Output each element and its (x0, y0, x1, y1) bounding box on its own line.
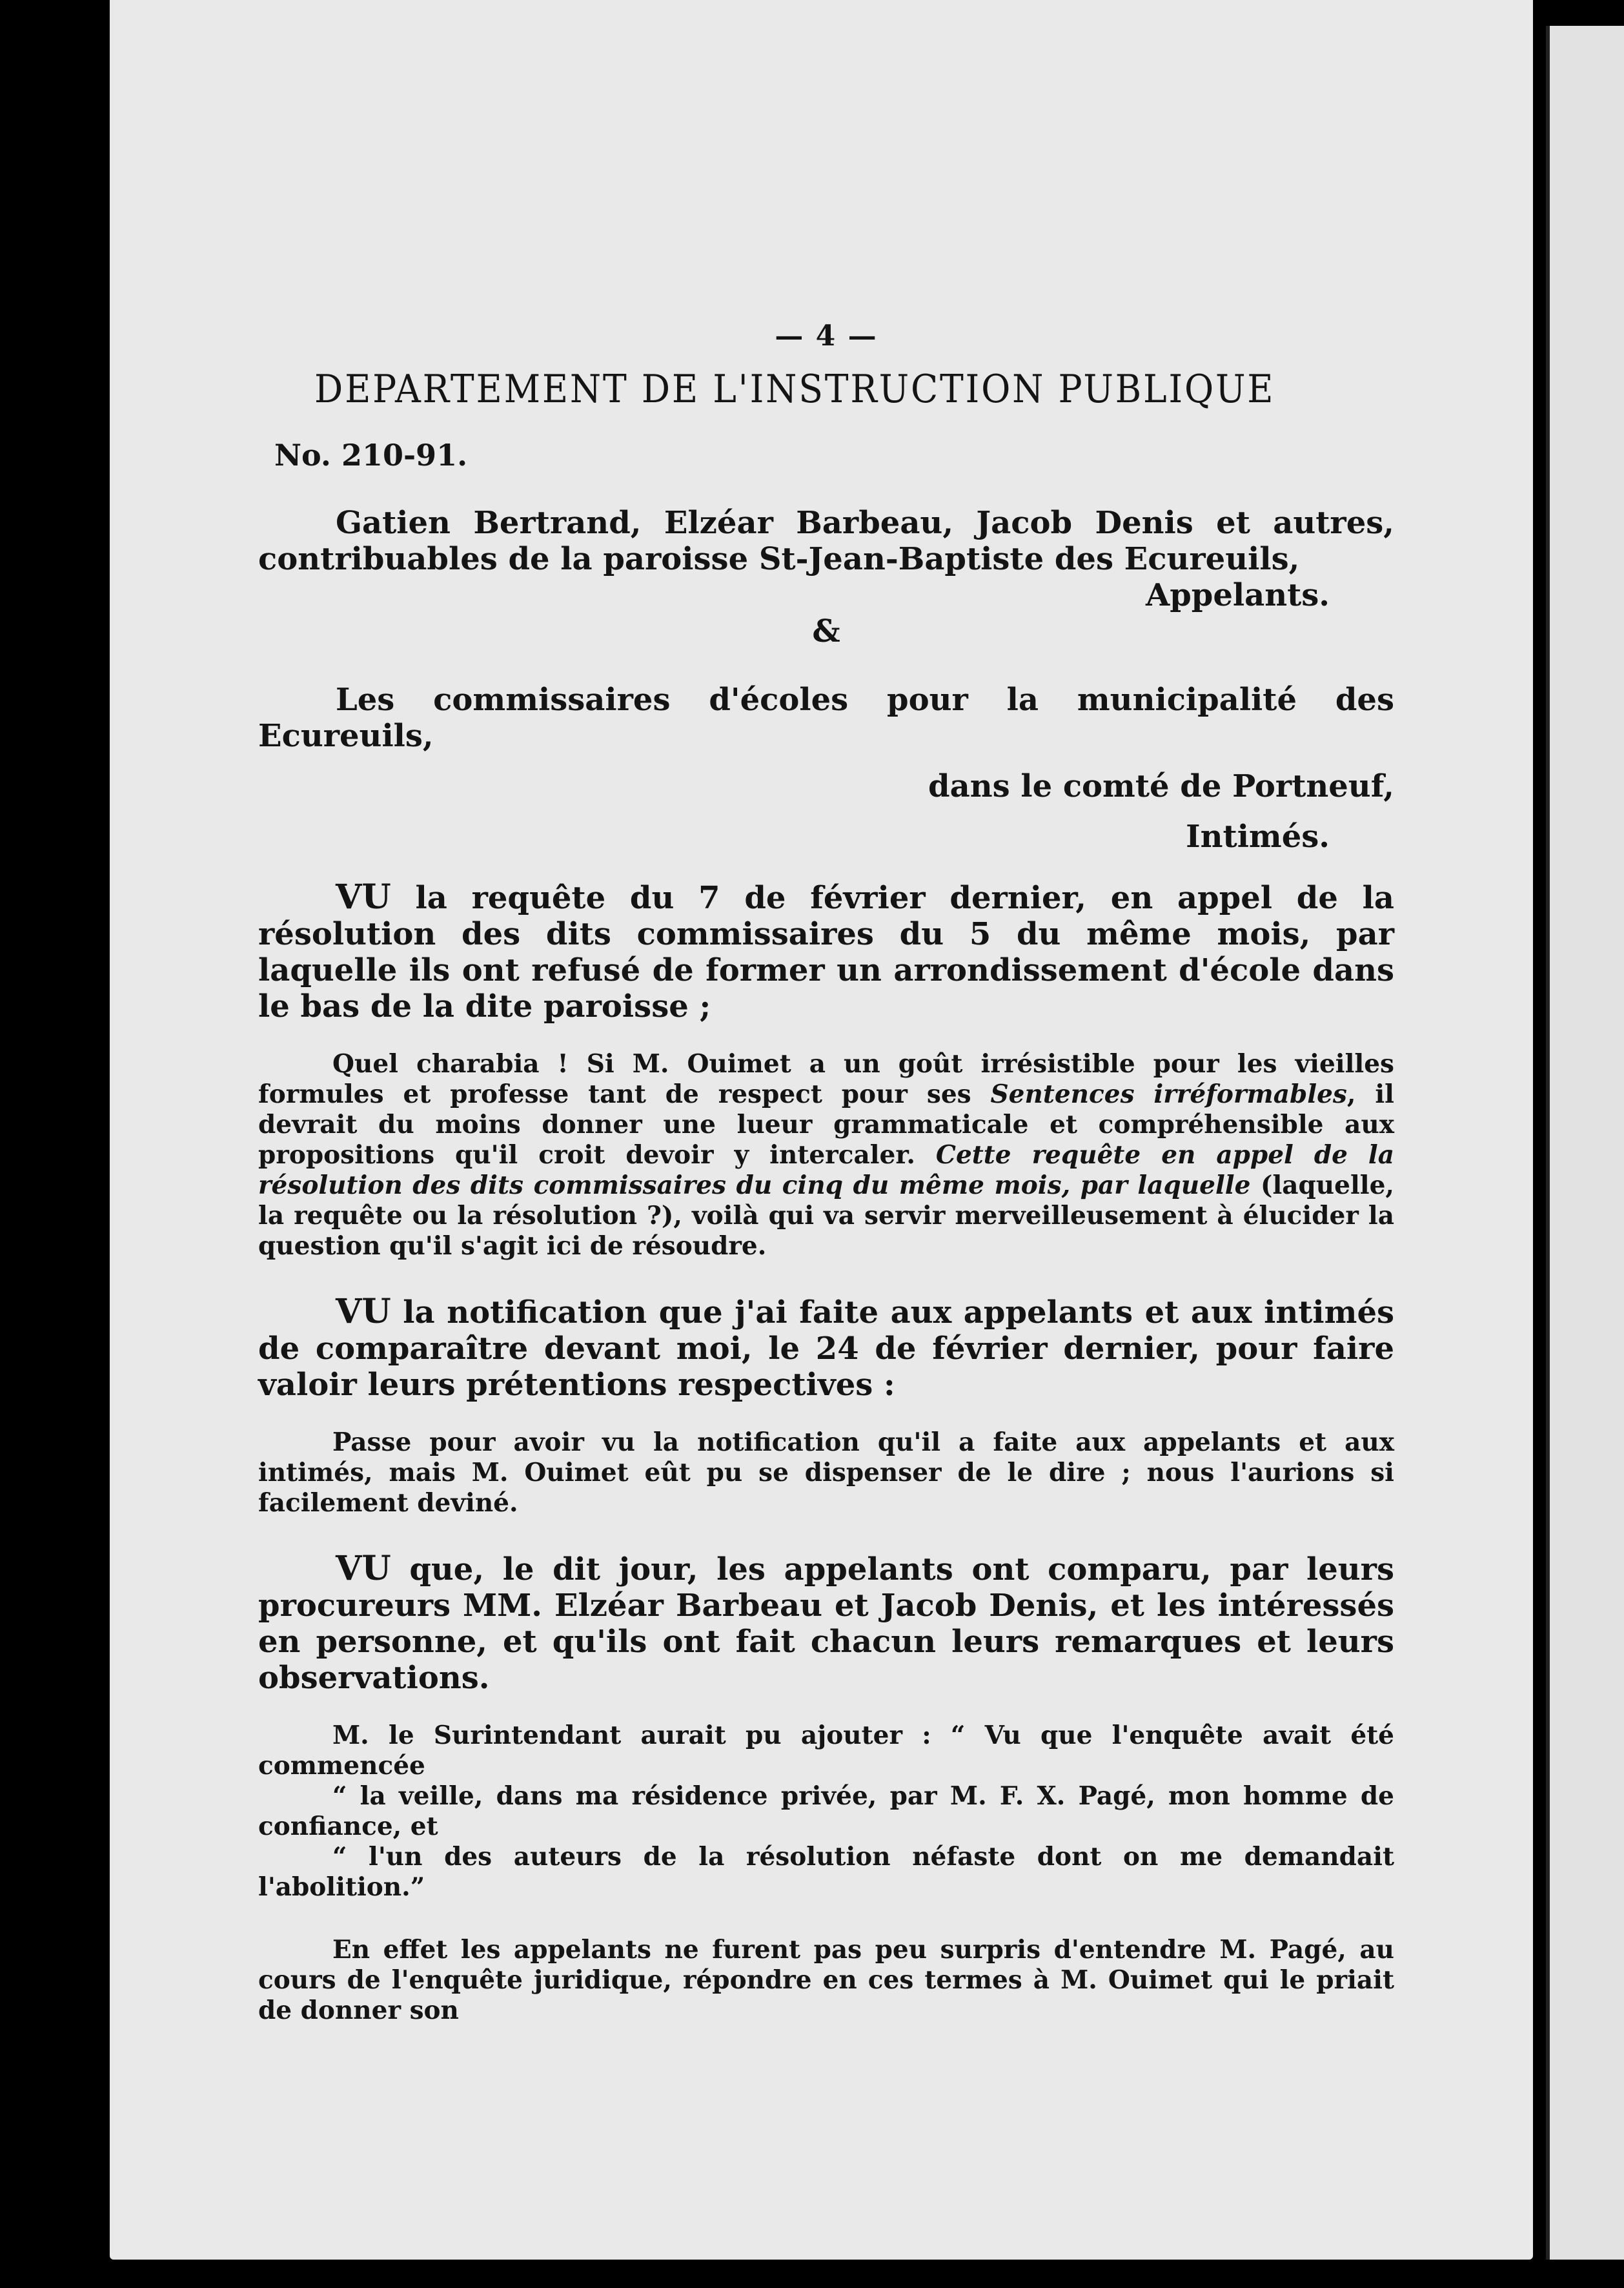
commentary-text: , il devrait du moins donner une lueur grammaticale et compréhensible aux propositions qu'il croit devoir y intercaler. (258, 1079, 1394, 1170)
commentary-paragraph-3 (258, 1721, 1394, 1903)
commentary-text: (laquelle, la requête ou la résolution ?), voilà qui va servir merveilleusement à élucider la question qu'il s'agit ici de résoudre. (258, 1170, 1394, 1261)
page-heading: DEPARTEMENT DE L'INSTRUCTION PUBLIQUE (314, 367, 1275, 412)
appellants-label: Appelants. (1145, 577, 1330, 613)
respondents-label: Intimés. (1186, 819, 1330, 855)
considerant-paragraph-1 (258, 879, 1394, 1025)
commentary-paragraph-1 (258, 1049, 1394, 1261)
ampersand: & (812, 613, 840, 649)
commentary-paragraph-2: Passe pour avoir vu la notification qu'il a faite aux appelants et aux intimés, mais M. Ouimet eût pu se dispenser de le dire ; nous l'aurions si facilement deviné. (258, 1427, 1394, 1518)
vu-marker: VU (336, 1549, 391, 1588)
vu-marker: VU (336, 1292, 391, 1331)
case-number: No. 210-91. (274, 438, 468, 473)
considerant-paragraph-2 (258, 1294, 1394, 1403)
page-number: — 4 — (775, 320, 878, 352)
considerant-text: la notification que j'ai faite aux appelants et aux intimés de comparaître devant moi, le 24 de février dernier, pour faire valoir leurs prétentions respectives : (258, 1294, 1394, 1403)
commentary-italic: Cette requête en appel de la résolution des dits commissaires du cinq du même mois, par laquelle (258, 1140, 1395, 1200)
page-content (258, 320, 1394, 2026)
commentary-paragraph-4: En effet les appelants ne furent pas peu surpris d'entendre M. Pagé, au cours de l'enquête juridique, répondre en ces termes à M. Ouimet qui le priait de donner son (258, 1935, 1394, 2025)
respondents-names: Les commissaires d'écoles pour la municipalité des Ecureuils, (258, 682, 1394, 754)
commentary-italic: Sentences irréformables (990, 1079, 1347, 1109)
appellants-names: Gatien Bertrand, Elzéar Barbeau, Jacob Denis et autres, contribuables de la paroisse St-Jean-Baptiste des Ecureuils, (258, 505, 1394, 577)
commentary-line: “ la veille, dans ma résidence privée, par M. F. X. Pagé, mon homme de confiance, et (258, 1781, 1394, 1841)
considerant-paragraph-3 (258, 1551, 1394, 1696)
considerant-text: que, le dit jour, les appelants ont comparu, par leurs procureurs MM. Elzéar Barbeau et Jacob Denis, et les intéressés en personne, et qu'ils ont fait chacun leurs remarques et leurs observations. (258, 1551, 1394, 1696)
considerant-text: la requête du 7 de février dernier, en appel de la résolution des dits commissaires du 5 du même mois, par laquelle ils ont refusé de former un arrondissement d'école dans le bas de la dite paroisse ; (258, 880, 1394, 1025)
commentary-line: “ l'un des auteurs de la résolution néfaste dont on me demandait l'abolition.” (258, 1842, 1394, 1902)
respondents-place: dans le comté de Portneuf, (928, 768, 1394, 804)
vu-marker: VU (336, 877, 391, 917)
adjacent-page-edge (1546, 26, 1624, 2260)
commentary-text: Quel charabia ! Si M. Ouimet a un goût irrésistible pour les vieilles formules et professe tant de respect pour ses (258, 1049, 1394, 1109)
commentary-line: M. le Surintendant aurait pu ajouter : “ Vu que l'enquête avait été commencée (258, 1721, 1394, 1781)
